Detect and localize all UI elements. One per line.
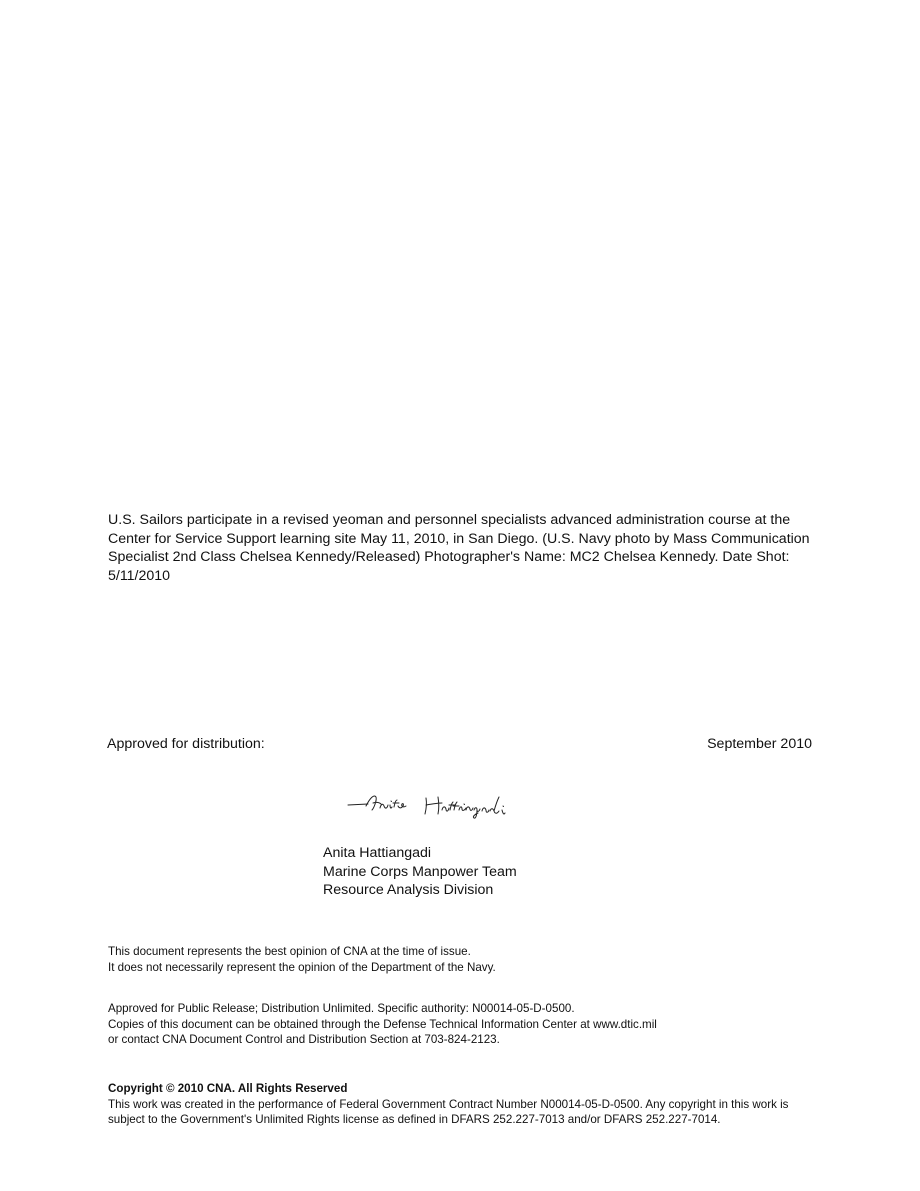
photo-caption: U.S. Sailors participate in a revised yeoman and personnel specialists advanced administration course at the Center for Service Support learning site May 11, 2010, in San Diego. (U.S. Navy photo by Mass Communication Specialist 2nd Class Chelsea Kennedy/Released) Photographer's Name: MC2 Chelsea Kennedy. Date Shot: 5/11/2010 bbox=[108, 512, 810, 584]
disclaimer-block bbox=[108, 944, 496, 975]
release-block bbox=[108, 1001, 657, 1048]
signer-block bbox=[323, 844, 517, 900]
copyright-body: This work was created in the performance of Federal Government Contract Number N00014-05-D-0500. Any copyright in this work is subject to the Government's Unlimited Rights license as defined in DFARS 252.227-7013 and/or DFARS 252.227-7014. bbox=[108, 1097, 789, 1126]
approval-date: September 2010 bbox=[707, 736, 812, 752]
disclaimer-line: This document represents the best opinion of CNA at the time of issue. bbox=[108, 945, 471, 958]
release-line: Approved for Public Release; Distribution Unlimited. Specific authority: N00014-05-D-0500. bbox=[108, 1002, 575, 1015]
release-line: Copies of this document can be obtained through the Defense Technical Information Center at www.dtic.mil bbox=[108, 1017, 657, 1031]
release-line: or contact CNA Document Control and Distribution Section at 703-824-2123. bbox=[108, 1033, 500, 1046]
signer-division: Resource Analysis Division bbox=[323, 882, 494, 898]
disclaimer-line: It does not necessarily represent the opinion of the Department of the Navy. bbox=[108, 960, 496, 974]
approved-for-distribution-label: Approved for distribution: bbox=[107, 736, 265, 752]
signer-team: Marine Corps Manpower Team bbox=[323, 863, 517, 880]
signer-name: Anita Hattiangadi bbox=[323, 845, 432, 861]
copyright-block bbox=[108, 1081, 814, 1128]
copyright-title: Copyright © 2010 CNA. All Rights Reserved bbox=[108, 1082, 348, 1095]
signature-image bbox=[346, 788, 546, 828]
